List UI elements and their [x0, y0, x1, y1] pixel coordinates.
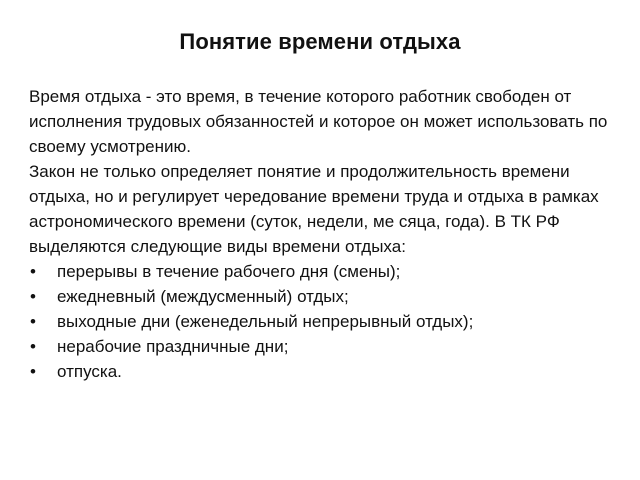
- list-item-text: нерабочие праздничные дни;: [57, 337, 289, 356]
- list-item-text: выходные дни (еженедельный непрерывный отдых);: [57, 312, 474, 331]
- list-item: [29, 309, 629, 334]
- list-item-text: перерывы в течение рабочего дня (смены);: [57, 262, 401, 281]
- list-item: [29, 359, 629, 384]
- slide-body: [29, 84, 629, 384]
- bullet-icon: •: [30, 287, 36, 306]
- list-item-text: отпуска.: [57, 362, 122, 381]
- definition-paragraph: Время отдыха - это время, в течение которого работник свободен от исполнения трудовых обязанностей и которое он может использовать по своему усмотрению.: [29, 87, 608, 156]
- list-item-text: ежедневный (междусменный) отдых;: [57, 287, 349, 306]
- bullet-icon: •: [30, 337, 36, 356]
- list-item: [29, 259, 629, 284]
- bullet-icon: •: [30, 262, 36, 281]
- bullet-icon: •: [30, 312, 36, 331]
- list-item: [29, 334, 629, 359]
- slide-title: Понятие времени отдыха: [179, 29, 461, 54]
- law-paragraph: Закон не только определяет понятие и продолжительность времени отдыха, но и регулирует чередование времени труда и отдыха в рамках астрономического времени (суток, недели, ме сяца, года). В ТК РФ выделяются следующие виды времени отдыха:: [29, 162, 599, 256]
- list-item: [29, 284, 629, 309]
- rest-types-list: [29, 259, 629, 384]
- bullet-icon: •: [30, 362, 36, 381]
